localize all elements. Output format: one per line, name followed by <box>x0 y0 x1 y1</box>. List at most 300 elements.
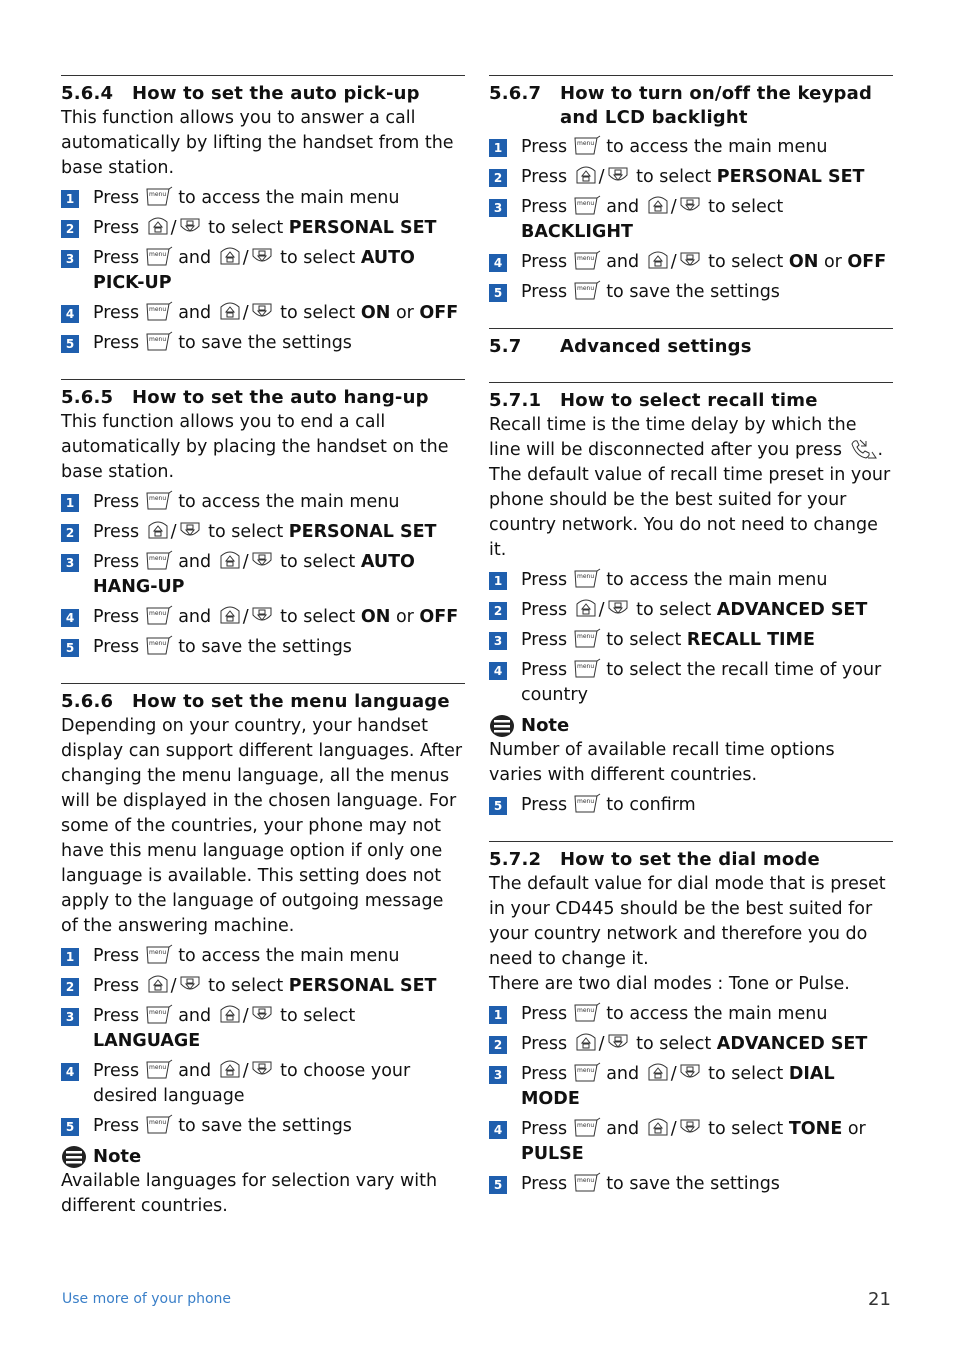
instruction-step <box>489 1117 893 1167</box>
instruction-step <box>489 1062 893 1112</box>
menu-option-label: ADVANCED SET <box>716 1034 868 1054</box>
menu-key-icon <box>573 628 601 650</box>
instruction-step <box>489 165 893 190</box>
note-text: Number of available recall time options varies with different countries. <box>489 740 835 785</box>
menu-key-icon <box>573 793 601 815</box>
svg-text:menu: menu <box>576 798 594 805</box>
menu-option-label: PERSONAL SET <box>716 167 865 187</box>
step-text-fragment: to save the settings <box>172 637 352 657</box>
section-5-7-2 <box>489 841 893 1197</box>
step-text-fragment: to access the main menu <box>600 570 828 590</box>
section-title: How to set the menu language <box>132 691 450 712</box>
menu-key-icon <box>573 250 601 272</box>
step-text-fragment: / <box>242 1006 249 1026</box>
step-number-badge: 5 <box>61 1118 79 1136</box>
step-text-fragment: Press <box>521 630 573 650</box>
step-text <box>93 605 465 630</box>
up-arrow-key-icon <box>217 301 243 323</box>
step-text-fragment: to select <box>202 976 289 996</box>
up-arrow-key-icon <box>145 974 171 996</box>
menu-key-icon <box>573 1062 601 1084</box>
step-text <box>93 1114 465 1139</box>
step-text <box>521 658 893 708</box>
menu-key-icon <box>573 280 601 302</box>
step-number-badge: 2 <box>61 524 79 542</box>
step-text-fragment: and <box>172 607 217 627</box>
step-number-badge: 3 <box>489 1066 507 1084</box>
step-text-fragment: Press <box>93 946 145 966</box>
step-text-fragment: Press <box>521 1119 573 1139</box>
step-number-badge: 1 <box>489 572 507 590</box>
up-arrow-key-icon <box>217 605 243 627</box>
instruction-step <box>61 1004 465 1054</box>
menu-key-icon <box>145 944 173 966</box>
step-text <box>521 1002 893 1027</box>
step-text-fragment: Press <box>521 570 573 590</box>
up-arrow-key-icon <box>217 1059 243 1081</box>
step-text <box>521 135 893 160</box>
section-intro: This function allows you to answer a call automatically by lifting the handset from the base station. <box>61 108 454 178</box>
down-arrow-key-icon <box>677 1117 703 1139</box>
step-text-fragment: or <box>842 1119 866 1139</box>
svg-text:menu: menu <box>576 285 594 292</box>
step-text <box>521 1117 893 1167</box>
section-number: 5.7.1 <box>489 390 542 411</box>
instruction-step <box>489 135 893 160</box>
step-text <box>521 598 893 623</box>
step-number-badge: 5 <box>489 797 507 815</box>
step-text <box>93 216 465 241</box>
section-title: How to select recall time <box>560 390 818 411</box>
section-intro <box>489 413 893 563</box>
menu-key-icon <box>145 1114 173 1136</box>
section-intro: The default value for dial mode that is preset in your CD445 should be the best suited for your country network and therefore you do need to change it. <box>489 874 886 969</box>
step-text-fragment: to save the settings <box>600 1174 780 1194</box>
instruction-step <box>61 605 465 630</box>
svg-text:menu: menu <box>576 200 594 207</box>
menu-option-label: DIAL MODE <box>521 1064 835 1109</box>
step-text-fragment: to select <box>274 303 361 323</box>
menu-key-icon <box>573 658 601 680</box>
step-text-fragment: Press <box>521 167 573 187</box>
down-arrow-key-icon <box>177 216 203 238</box>
section-5-6-7 <box>489 75 893 305</box>
down-arrow-key-icon <box>249 246 275 268</box>
section-number: 5.7 <box>489 336 522 357</box>
menu-option-label: AUTO PICK-UP <box>93 248 415 293</box>
up-arrow-key-icon <box>217 1004 243 1026</box>
step-text-fragment: Press <box>93 492 145 512</box>
section-heading <box>61 82 465 106</box>
step-number-badge: 4 <box>489 1121 507 1139</box>
note-icon <box>489 714 515 738</box>
step-text <box>521 793 893 818</box>
step-number-badge: 3 <box>61 250 79 268</box>
down-arrow-key-icon <box>249 605 275 627</box>
step-text-fragment: Press <box>521 137 573 157</box>
instruction-step <box>61 186 465 211</box>
step-text-fragment: and <box>172 552 217 572</box>
step-number-badge: 5 <box>489 284 507 302</box>
svg-text:menu: menu <box>148 1009 166 1016</box>
step-text-fragment: Press <box>521 660 573 680</box>
down-arrow-key-icon <box>249 1004 275 1026</box>
svg-text:menu: menu <box>148 191 166 198</box>
step-text-fragment: to select <box>202 522 289 542</box>
step-text-fragment: Press <box>93 248 145 268</box>
menu-key-icon <box>573 195 601 217</box>
step-number-badge: 2 <box>489 602 507 620</box>
svg-text:menu: menu <box>576 573 594 580</box>
step-text-fragment: / <box>242 303 249 323</box>
down-arrow-key-icon <box>677 250 703 272</box>
menu-option-label: PULSE <box>521 1144 584 1164</box>
instruction-step <box>489 568 893 593</box>
instruction-step <box>61 331 465 356</box>
step-text-fragment: to access the main menu <box>600 137 828 157</box>
instruction-step <box>61 520 465 545</box>
talk-key-icon <box>848 438 878 460</box>
menu-key-icon <box>145 301 173 323</box>
instruction-step <box>489 195 893 245</box>
section-5-7 <box>489 328 893 359</box>
instruction-step <box>489 250 893 275</box>
menu-option-label: LANGUAGE <box>93 1031 201 1051</box>
menu-option-label: AUTO HANG-UP <box>93 552 415 597</box>
svg-text:menu: menu <box>576 1007 594 1014</box>
up-arrow-key-icon <box>573 165 599 187</box>
svg-text:menu: menu <box>148 949 166 956</box>
step-text-fragment: to save the settings <box>172 1116 352 1136</box>
step-number-badge: 4 <box>61 1063 79 1081</box>
right-column <box>489 75 893 1197</box>
step-text-fragment: to confirm <box>600 795 696 815</box>
step-number-badge: 1 <box>61 190 79 208</box>
step-text-fragment: and <box>600 1119 645 1139</box>
step-text <box>93 550 465 600</box>
step-text <box>93 520 465 545</box>
svg-text:menu: menu <box>148 610 166 617</box>
svg-text:menu: menu <box>148 495 166 502</box>
menu-key-icon <box>145 1004 173 1026</box>
section-heading <box>61 690 465 714</box>
menu-option-label: PERSONAL SET <box>288 522 437 542</box>
step-text-fragment: Press <box>93 637 145 657</box>
step-text-fragment: to select <box>702 252 789 272</box>
step-text-fragment: or <box>390 303 420 323</box>
step-text-fragment: / <box>242 552 249 572</box>
step-text-fragment: Recall time is the time delay by which the line will be disconnected after you press <box>489 415 857 460</box>
up-arrow-key-icon <box>145 520 171 542</box>
step-text-fragment: Press <box>93 188 145 208</box>
step-text-fragment: to select <box>630 600 717 620</box>
svg-text:menu: menu <box>576 663 594 670</box>
step-text-fragment: and <box>172 1006 217 1026</box>
section-heading <box>489 848 893 872</box>
step-number-badge: 5 <box>489 1176 507 1194</box>
section-heading <box>489 335 893 359</box>
step-text-fragment: / <box>242 1061 249 1081</box>
down-arrow-key-icon <box>605 1032 631 1054</box>
instruction-step <box>489 793 893 818</box>
step-text <box>521 568 893 593</box>
step-text-fragment: / <box>598 167 605 187</box>
instruction-step <box>61 216 465 241</box>
step-text-fragment: / <box>242 248 249 268</box>
left-column <box>61 75 465 1219</box>
section-number: 5.7.2 <box>489 849 542 870</box>
step-text <box>93 331 465 356</box>
step-number-badge: 3 <box>489 632 507 650</box>
step-number-badge: 5 <box>61 639 79 657</box>
menu-option-label: RECALL TIME <box>686 630 815 650</box>
step-number-badge: 2 <box>489 1036 507 1054</box>
section-heading <box>61 386 465 410</box>
menu-key-icon <box>145 186 173 208</box>
menu-option-label: ON <box>360 607 391 627</box>
instruction-step <box>61 246 465 296</box>
step-text-fragment: / <box>170 522 177 542</box>
down-arrow-key-icon <box>249 1059 275 1081</box>
step-text-fragment: Press <box>521 197 573 217</box>
instruction-step <box>489 1032 893 1057</box>
down-arrow-key-icon <box>177 520 203 542</box>
svg-text:menu: menu <box>576 633 594 640</box>
step-text <box>521 195 893 245</box>
step-text-fragment: to select <box>702 197 784 217</box>
menu-option-label: OFF <box>847 252 887 272</box>
menu-key-icon <box>573 1117 601 1139</box>
up-arrow-key-icon <box>145 216 171 238</box>
svg-text:menu: menu <box>148 336 166 343</box>
menu-key-icon <box>145 246 173 268</box>
svg-text:menu: menu <box>576 1122 594 1129</box>
step-text <box>93 186 465 211</box>
step-text <box>93 974 465 999</box>
instruction-step <box>61 490 465 515</box>
instruction-step <box>61 974 465 999</box>
step-text <box>93 1059 465 1109</box>
step-number-badge: 2 <box>489 169 507 187</box>
step-text-fragment: to access the main menu <box>172 188 400 208</box>
step-number-badge: 4 <box>489 254 507 272</box>
step-text-fragment: Press <box>521 1174 573 1194</box>
instruction-step <box>61 1059 465 1109</box>
section-intro-secondary: There are two dial modes : Tone or Pulse. <box>489 974 850 994</box>
instruction-step <box>489 1172 893 1197</box>
up-arrow-key-icon <box>645 1117 671 1139</box>
menu-key-icon <box>145 550 173 572</box>
section-5-6-5 <box>61 379 465 660</box>
up-arrow-key-icon <box>645 195 671 217</box>
step-number-badge: 3 <box>61 554 79 572</box>
step-text-fragment: Press <box>93 303 145 323</box>
note-heading <box>61 1144 465 1169</box>
step-text-fragment: to choose your desired language <box>93 1061 411 1106</box>
step-text-fragment: Press <box>93 1006 145 1026</box>
step-text-fragment: Press <box>93 218 145 238</box>
step-text <box>93 944 465 969</box>
step-text-fragment: Press <box>93 1061 145 1081</box>
section-number: 5.6.7 <box>489 83 542 104</box>
step-text-fragment: Press <box>521 1064 573 1084</box>
menu-option-label: OFF <box>419 607 459 627</box>
down-arrow-key-icon <box>249 301 275 323</box>
up-arrow-key-icon <box>573 598 599 620</box>
step-text-fragment: to save the settings <box>172 333 352 353</box>
step-text-fragment: and <box>600 1064 645 1084</box>
svg-text:menu: menu <box>148 251 166 258</box>
step-text-fragment: Press <box>93 976 145 996</box>
step-text-fragment: to select <box>702 1119 789 1139</box>
down-arrow-key-icon <box>605 598 631 620</box>
menu-option-label: ADVANCED SET <box>716 600 868 620</box>
svg-text:menu: menu <box>576 1177 594 1184</box>
step-text-fragment: to select the recall time of your country <box>521 660 882 705</box>
step-text-fragment: / <box>170 218 177 238</box>
step-text-fragment: to select <box>630 1034 717 1054</box>
step-text-fragment: or <box>818 252 848 272</box>
instruction-step <box>489 280 893 305</box>
svg-text:menu: menu <box>148 306 166 313</box>
section-5-6-6 <box>61 683 465 1219</box>
step-text <box>521 280 893 305</box>
step-text <box>521 250 893 275</box>
step-number-badge: 4 <box>489 662 507 680</box>
step-number-badge: 4 <box>61 609 79 627</box>
instruction-step <box>489 1002 893 1027</box>
menu-option-label: PERSONAL SET <box>288 218 437 238</box>
menu-key-icon <box>145 605 173 627</box>
instruction-step <box>489 598 893 623</box>
svg-text:menu: menu <box>148 555 166 562</box>
up-arrow-key-icon <box>217 550 243 572</box>
step-text-fragment: to select <box>600 630 687 650</box>
up-arrow-key-icon <box>217 246 243 268</box>
step-text-fragment: Press <box>93 522 145 542</box>
down-arrow-key-icon <box>177 974 203 996</box>
section-5-6-4 <box>61 75 465 356</box>
step-text <box>93 490 465 515</box>
step-number-badge: 1 <box>489 139 507 157</box>
menu-key-icon <box>145 331 173 353</box>
step-text-fragment: to access the main menu <box>172 946 400 966</box>
step-text <box>93 635 465 660</box>
step-text <box>521 165 893 190</box>
menu-option-label: PERSONAL SET <box>288 976 437 996</box>
menu-key-icon <box>573 1002 601 1024</box>
menu-key-icon <box>145 635 173 657</box>
step-text-fragment: Press <box>521 1004 573 1024</box>
menu-key-icon <box>573 135 601 157</box>
step-text-fragment: / <box>670 252 677 272</box>
step-text-fragment: / <box>170 976 177 996</box>
section-title: How to turn on/off the keypad and LCD backlight <box>560 83 873 128</box>
step-text-fragment: to select <box>274 1006 356 1026</box>
note-heading <box>489 713 893 738</box>
section-number: 5.6.6 <box>61 691 114 712</box>
instruction-step <box>489 658 893 708</box>
section-number: 5.6.5 <box>61 387 114 408</box>
step-text-fragment: to select <box>274 552 361 572</box>
down-arrow-key-icon <box>605 165 631 187</box>
section-title: How to set the dial mode <box>560 849 820 870</box>
up-arrow-key-icon <box>573 1032 599 1054</box>
step-number-badge: 2 <box>61 220 79 238</box>
step-text-fragment: Press <box>521 252 573 272</box>
menu-key-icon <box>145 490 173 512</box>
page-number: 21 <box>868 1289 891 1310</box>
step-text-fragment: / <box>670 197 677 217</box>
step-text-fragment: and <box>172 248 217 268</box>
svg-text:menu: menu <box>576 255 594 262</box>
down-arrow-key-icon <box>249 550 275 572</box>
step-text-fragment: Press <box>93 607 145 627</box>
instruction-step <box>61 1114 465 1139</box>
menu-key-icon <box>145 1059 173 1081</box>
step-number-badge: 5 <box>61 335 79 353</box>
footer-section-label: Use more of your phone <box>62 1291 232 1307</box>
step-text-fragment: Press <box>521 1034 573 1054</box>
section-title: How to set the auto hang-up <box>132 387 429 408</box>
step-text <box>93 246 465 296</box>
section-title: How to set the auto pick-up <box>132 83 420 104</box>
step-text-fragment: to select <box>702 1064 789 1084</box>
step-text <box>93 1004 465 1054</box>
note-title: Note <box>521 715 570 736</box>
step-text-fragment: Press <box>93 333 145 353</box>
step-number-badge: 3 <box>61 1008 79 1026</box>
menu-option-label: BACKLIGHT <box>521 222 633 242</box>
step-text-fragment: to access the main menu <box>172 492 400 512</box>
step-text-fragment: and <box>600 252 645 272</box>
section-intro: This function allows you to end a call automatically by placing the handset on the base station. <box>61 412 449 482</box>
step-text-fragment: Press <box>521 282 573 302</box>
step-text <box>521 628 893 653</box>
svg-text:menu: menu <box>576 1067 594 1074</box>
menu-option-label: OFF <box>419 303 459 323</box>
note-text: Available languages for selection vary with different countries. <box>61 1171 438 1216</box>
svg-text:menu: menu <box>576 140 594 147</box>
down-arrow-key-icon <box>677 1062 703 1084</box>
step-number-badge: 1 <box>489 1006 507 1024</box>
step-text-fragment: and <box>600 197 645 217</box>
note-icon <box>61 1145 87 1169</box>
section-heading <box>489 82 893 130</box>
step-text-fragment: / <box>598 600 605 620</box>
svg-text:menu: menu <box>148 640 166 647</box>
step-text-fragment: to access the main menu <box>600 1004 828 1024</box>
instruction-step <box>61 301 465 326</box>
section-title: Advanced settings <box>560 336 752 357</box>
step-text-fragment: to select <box>202 218 289 238</box>
step-number-badge: 3 <box>489 199 507 217</box>
step-text-fragment: / <box>670 1119 677 1139</box>
section-intro: Depending on your country, your handset display can support different languages. After changing the menu language, all the menus will be displayed in the chosen language. For some of the countries, your phone may not have this menu language option if only one language is available. This setting does not apply to the language of outgoing message of the answering machine. <box>61 716 463 936</box>
step-number-badge: 4 <box>61 305 79 323</box>
section-heading <box>489 389 893 413</box>
step-text-fragment: to select <box>274 248 361 268</box>
step-number-badge: 2 <box>61 978 79 996</box>
step-text-fragment: / <box>242 607 249 627</box>
instruction-step <box>61 550 465 600</box>
step-text <box>521 1032 893 1057</box>
svg-text:menu: menu <box>148 1119 166 1126</box>
step-text-fragment: / <box>670 1064 677 1084</box>
menu-option-label: ON <box>360 303 391 323</box>
menu-option-label: ON <box>788 252 819 272</box>
step-text-fragment: to select <box>274 607 361 627</box>
